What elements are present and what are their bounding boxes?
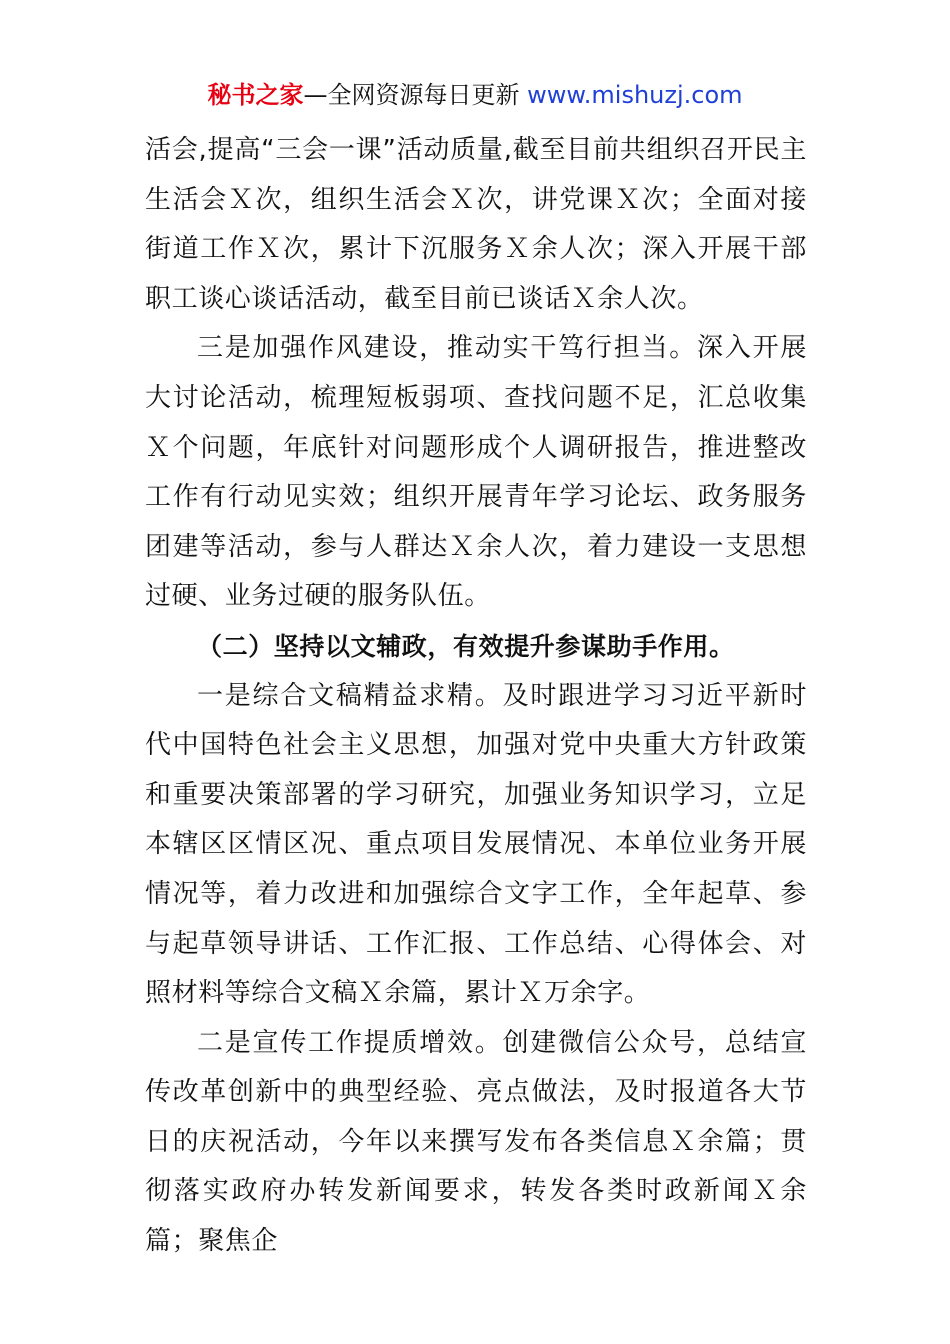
header-brand: 秘书之家	[207, 81, 304, 109]
page-header	[0, 78, 950, 112]
paragraph-continuation: 活会,提高“三会一课”活动质量,截至目前共组织召开民主生活会Ｘ次，组织生活会Ｘ次，讲党课Ｘ次；全面对接街道工作Ｘ次，累计下沉服务Ｘ余人次；深入开展干部职工谈心谈话活动，截至目前已谈话Ｘ余人次。	[145, 135, 807, 314]
paragraph-comprehensive-drafts: 一是综合文稿精益求精。及时跟进学习习近平新时代中国特色社会主义思想，加强对党中央重大方针政策和重要决策部署的学习研究，加强业务知识学习，立足本辖区区情区况、重点项目发展情况、本单位业务开展情况等，着力改进和加强综合文字工作，全年起草、参与起草领导讲话、工作汇报、工作总结、心得体会、对照材料等综合文稿Ｘ余篇，累计Ｘ万余字。	[145, 680, 807, 1009]
paragraph-publicity-work: 二是宣传工作提质增效。创建微信公众号，总结宣传改革创新中的典型经验、亮点做法，及时报道各大节日的庆祝活动，今年以来撰写发布各类信息Ｘ余篇；贯彻落实政府办转发新闻要求，转发各类时政新闻Ｘ余篇；聚焦企	[145, 1027, 807, 1257]
section-heading: （二）坚持以文辅政，有效提升参谋助手作用。	[197, 631, 735, 661]
document-body	[145, 126, 807, 1267]
paragraph-work-style: 三是加强作风建设，推动实干笃行担当。深入开展大讨论活动，梳理短板弱项、查找问题不足，汇总收集Ｘ个问题，年底针对问题形成个人调研报告，推进整改工作有行动见实效；组织开展青年学习论坛、政务服务团建等活动，参与人群达Ｘ余人次，着力建设一支思想过硬、业务过硬的服务队伍。	[145, 333, 807, 612]
header-tagline: —全网资源每日更新	[303, 81, 520, 109]
header-site-link[interactable]: www.mishuzj.com	[527, 81, 743, 109]
